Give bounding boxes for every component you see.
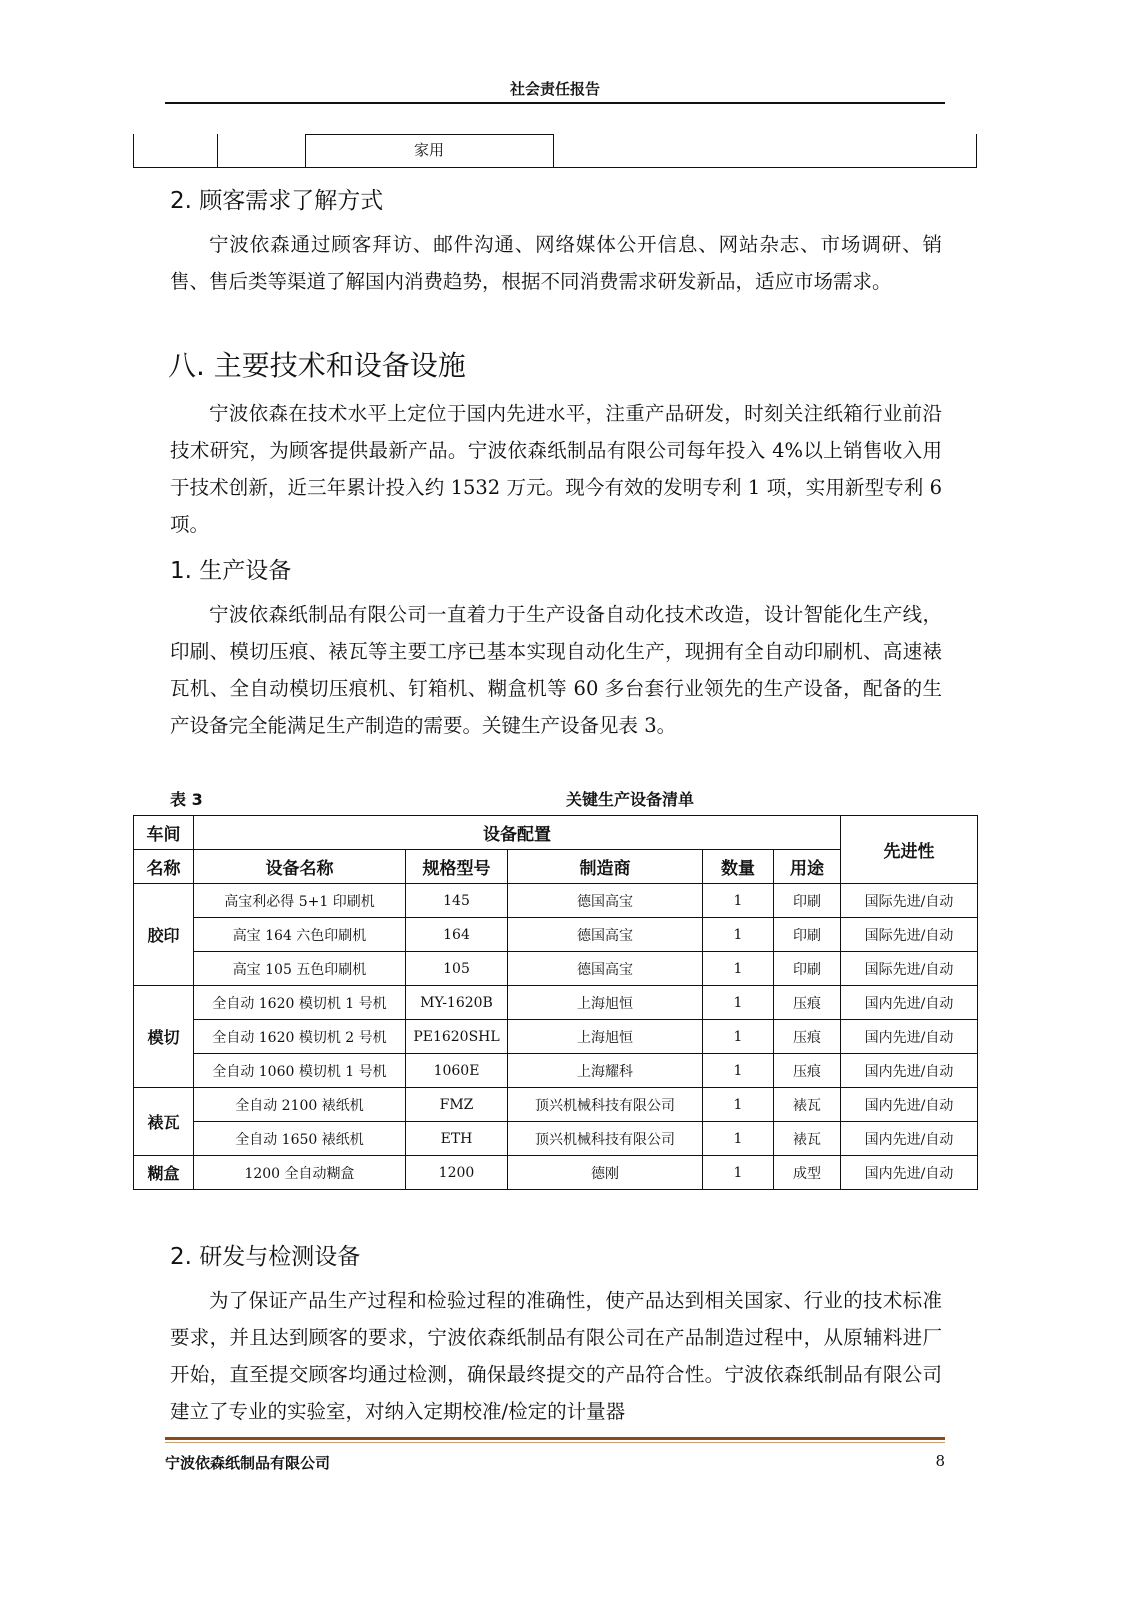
cell-use: 裱瓦 xyxy=(774,1122,841,1156)
cell-advanced: 国内先进/自动 xyxy=(841,1156,978,1190)
section-heading-production: 1. 生产设备 xyxy=(170,558,292,584)
cell-maker: 德国高宝 xyxy=(508,884,703,918)
cell-advanced: 国际先进/自动 xyxy=(841,918,978,952)
header-config: 设备配置 xyxy=(194,816,841,850)
cell-maker: 上海旭恒 xyxy=(508,1020,703,1054)
cell-advanced: 国际先进/自动 xyxy=(841,884,978,918)
cell-name: 全自动 1650 裱纸机 xyxy=(194,1122,406,1156)
cell-name: 全自动 1620 模切机 2 号机 xyxy=(194,1020,406,1054)
header-advanced: 先进性 xyxy=(841,816,978,884)
cell-model: 164 xyxy=(406,918,508,952)
cell-model: PE1620SHL xyxy=(406,1020,508,1054)
cell-name: 高宝 164 六色印刷机 xyxy=(194,918,406,952)
cell-maker: 德刚 xyxy=(508,1156,703,1190)
equipment-table xyxy=(133,815,978,1190)
header-equipment-name: 设备名称 xyxy=(194,850,406,884)
cell-use: 压痕 xyxy=(774,1020,841,1054)
header-workshop-name: 名称 xyxy=(134,850,194,884)
cell-maker: 顶兴机械科技有限公司 xyxy=(508,1122,703,1156)
footer-rule-thin xyxy=(165,1442,945,1443)
header-model: 规格型号 xyxy=(406,850,508,884)
table-row xyxy=(134,884,978,918)
cell-qty: 1 xyxy=(703,918,774,952)
paragraph-customer xyxy=(170,226,942,300)
cell-advanced: 国内先进/自动 xyxy=(841,1020,978,1054)
paragraph-rd-text: 为了保证产品生产过程和检验过程的准确性，使产品达到相关国家、行业的技术标准要求，并且达到顾客的要求，宁波依森纸制品有限公司在产品制造过程中，从原辅料进厂开始，直至提交顾客均通过检测，确保最终提交的产品符合性。宁波依森纸制品有限公司建立了专业的实验室，对纳入定期校准/检定的计量器 xyxy=(170,1289,942,1423)
cell-model: 1060E xyxy=(406,1054,508,1088)
header-maker: 制造商 xyxy=(508,850,703,884)
cell-advanced: 国内先进/自动 xyxy=(841,1054,978,1088)
cell-maker: 顶兴机械科技有限公司 xyxy=(508,1088,703,1122)
paragraph-production xyxy=(170,596,942,744)
cell-qty: 1 xyxy=(703,1122,774,1156)
header-rule xyxy=(165,102,945,104)
cell-qty: 1 xyxy=(703,1088,774,1122)
report-header-title: 社会责任报告 xyxy=(509,80,600,98)
table-title: 关键生产设备清单 xyxy=(565,790,694,809)
table-row xyxy=(134,1020,978,1054)
workshop-cell: 裱瓦 xyxy=(134,1088,194,1156)
header-use: 用途 xyxy=(774,850,841,884)
page-number: 8 xyxy=(935,1452,945,1470)
cell-name: 高宝利必得 5+1 印刷机 xyxy=(194,884,406,918)
cell-maker: 德国高宝 xyxy=(508,952,703,986)
cell-use: 印刷 xyxy=(774,918,841,952)
paragraph-production-text: 宁波依森纸制品有限公司一直着力于生产设备自动化技术改造，设计智能化生产线，印刷、模切压痕、裱瓦等主要工序已基本实现自动化生产，现拥有全自动印刷机、高速裱瓦机、全自动模切压痕机、钉箱机、糊盒机等 60 多台套行业领先的生产设备，配备的生产设备完全能满足生产制造的需要。关键生产设备见表 3。 xyxy=(170,603,942,737)
cell-use: 成型 xyxy=(774,1156,841,1190)
table-row xyxy=(134,918,978,952)
cell-use: 压痕 xyxy=(774,1054,841,1088)
table-number: 表 3 xyxy=(170,790,203,809)
cell-name: 全自动 2100 裱纸机 xyxy=(194,1088,406,1122)
cell-qty: 1 xyxy=(703,952,774,986)
cell-qty: 1 xyxy=(703,884,774,918)
cell-maker: 德国高宝 xyxy=(508,918,703,952)
footer-rule xyxy=(165,1437,945,1440)
cell-advanced: 国际先进/自动 xyxy=(841,952,978,986)
fragment-cell-text: 家用 xyxy=(413,141,444,159)
cell-model: 105 xyxy=(406,952,508,986)
cell-model: FMZ xyxy=(406,1088,508,1122)
cell-use: 压痕 xyxy=(774,986,841,1020)
cell-name: 1200 全自动糊盒 xyxy=(194,1156,406,1190)
cell-maker: 上海旭恒 xyxy=(508,986,703,1020)
workshop-cell: 胶印 xyxy=(134,884,194,986)
cell-use: 印刷 xyxy=(774,952,841,986)
cell-qty: 1 xyxy=(703,1156,774,1190)
cell-name: 全自动 1060 模切机 1 号机 xyxy=(194,1054,406,1088)
cell-name: 全自动 1620 模切机 1 号机 xyxy=(194,986,406,1020)
cell-name: 高宝 105 五色印刷机 xyxy=(194,952,406,986)
table-header-row xyxy=(134,816,978,850)
cell-model: MY-1620B xyxy=(406,986,508,1020)
workshop-cell: 模切 xyxy=(134,986,194,1088)
cell-qty: 1 xyxy=(703,986,774,1020)
table-row xyxy=(134,986,978,1020)
table-row xyxy=(134,952,978,986)
cell-use: 裱瓦 xyxy=(774,1088,841,1122)
section-heading-rd: 2. 研发与检测设备 xyxy=(170,1244,361,1270)
paragraph-tech xyxy=(170,395,942,543)
table-row xyxy=(134,1156,978,1190)
cell-model: 1200 xyxy=(406,1156,508,1190)
cell-maker: 上海耀科 xyxy=(508,1054,703,1088)
header-qty: 数量 xyxy=(703,850,774,884)
footer-company: 宁波依森纸制品有限公司 xyxy=(165,1454,331,1472)
cell-advanced: 国内先进/自动 xyxy=(841,1122,978,1156)
cell-model: ETH xyxy=(406,1122,508,1156)
table-row xyxy=(134,1088,978,1122)
continued-table-fragment xyxy=(133,134,977,168)
paragraph-rd xyxy=(170,1282,942,1430)
cell-advanced: 国内先进/自动 xyxy=(841,986,978,1020)
table-row xyxy=(134,1054,978,1088)
cell-qty: 1 xyxy=(703,1054,774,1088)
cell-use: 印刷 xyxy=(774,884,841,918)
table-row xyxy=(134,1122,978,1156)
paragraph-tech-text: 宁波依森在技术水平上定位于国内先进水平，注重产品研发，时刻关注纸箱行业前沿技术研究，为顾客提供最新产品。宁波依森纸制品有限公司每年投入 4%以上销售收入用于技术创新，近三年累计投入约 1532 万元。现今有效的发明专利 1 项，实用新型专利 6 项。 xyxy=(170,402,942,536)
header-workshop: 车间 xyxy=(134,816,194,850)
workshop-cell: 糊盒 xyxy=(134,1156,194,1190)
paragraph-customer-text: 宁波依森通过顾客拜访、邮件沟通、网络媒体公开信息、网站杂志、市场调研、销售、售后类等渠道了解国内消费趋势，根据不同消费需求研发新品，适应市场需求。 xyxy=(170,233,942,293)
cell-advanced: 国内先进/自动 xyxy=(841,1088,978,1122)
chapter-heading: 八. 主要技术和设备设施 xyxy=(168,349,466,382)
section-heading-customer: 2. 顾客需求了解方式 xyxy=(170,188,384,214)
cell-model: 145 xyxy=(406,884,508,918)
cell-qty: 1 xyxy=(703,1020,774,1054)
